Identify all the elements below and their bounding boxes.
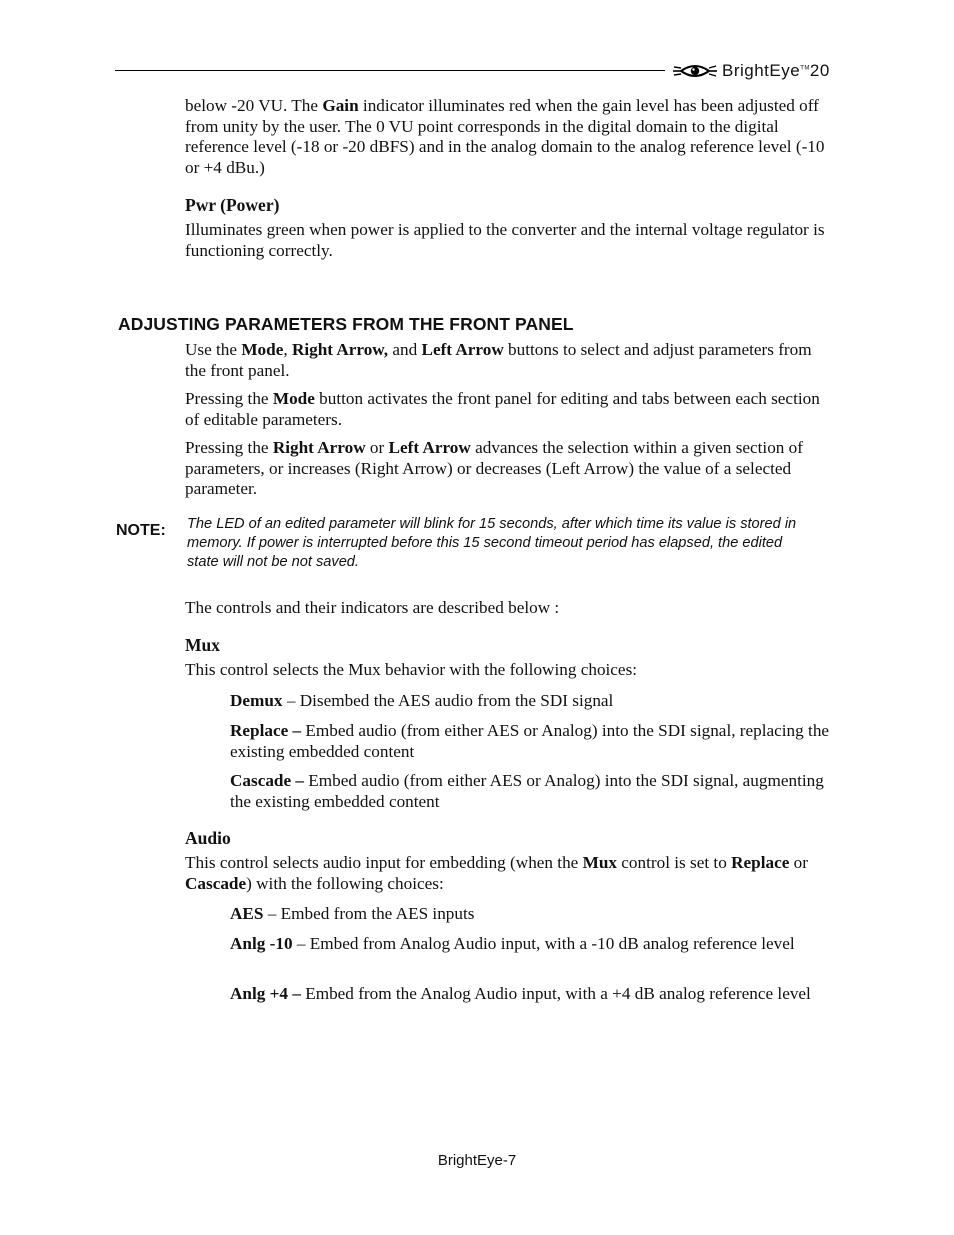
page-number: BrightEye-7 (437, 1152, 517, 1169)
section-heading: ADJUSTING PARAMETERS FROM THE FRONT PANEL (118, 314, 574, 334)
controls-intro: The controls and their indicators are described below : (185, 598, 560, 617)
audio-description: This control selects audio input for embedding (when the Mux control is set to Replace or Cascade) with the following choices: (185, 853, 808, 893)
note-label: NOTE: (116, 522, 166, 539)
section-paragraph-2: Pressing the Mode button activates the front panel for editing and tabs between each section of editable parameters. (185, 389, 820, 429)
logo-wordmark: BrightEye™20 (722, 61, 830, 80)
audio-option-aes: AES – Embed from the AES inputs (230, 904, 475, 923)
mux-option-cascade: Cascade – Embed audio (from either AES or Analog) into the SDI signal, augmenting the existing embedded content (230, 771, 824, 811)
pwr-description: Illuminates green when power is applied to the converter and the internal voltage regulator is functioning correctly. (185, 220, 825, 260)
note-text: The LED of an edited parameter will blink for 15 seconds, after which time its value is stored in memory. If power is interrupted before this 15 second timeout period has elapsed, the edited state will not be not saved. (187, 516, 797, 570)
audio-option-anlg-4: Anlg +4 – Embed from the Analog Audio input, with a +4 dB analog reference level (230, 984, 811, 1003)
audio-option-anlg-10: Anlg -10 – Embed from Analog Audio input, with a -10 dB analog reference level (230, 934, 795, 953)
mux-option-replace: Replace – Embed audio (from either AES or Analog) into the SDI signal, replacing the existing embedded content (230, 721, 830, 761)
header-rule (115, 70, 665, 71)
eye-icon (672, 60, 718, 82)
section-paragraph-1: Use the Mode, Right Arrow, and Left Arrow buttons to select and adjust parameters from the front panel. (185, 340, 812, 380)
section-paragraph-3: Pressing the Right Arrow or Left Arrow advances the selection within a given section of parameters, or increases (Right Arrow) or decreases (Left Arrow) the value of a selected parameter. (185, 438, 803, 499)
mux-heading: Mux (185, 635, 220, 655)
pwr-heading: Pwr (Power) (185, 195, 280, 215)
audio-heading: Audio (185, 828, 231, 848)
mux-option-demux: Demux – Disembed the AES audio from the SDI signal (230, 691, 614, 710)
mux-description: This control selects the Mux behavior with the following choices: (185, 660, 638, 679)
brighteye-logo (672, 58, 830, 84)
intro-paragraph: below -20 VU. The Gain indicator illuminates red when the gain level has been adjusted off from unity by the user. The 0 VU point corresponds in the digital domain to the digital reference level (-18 or -20 dBFS) and in the analog domain to the analog reference level (-10 or +4 dBu.) (185, 96, 825, 177)
